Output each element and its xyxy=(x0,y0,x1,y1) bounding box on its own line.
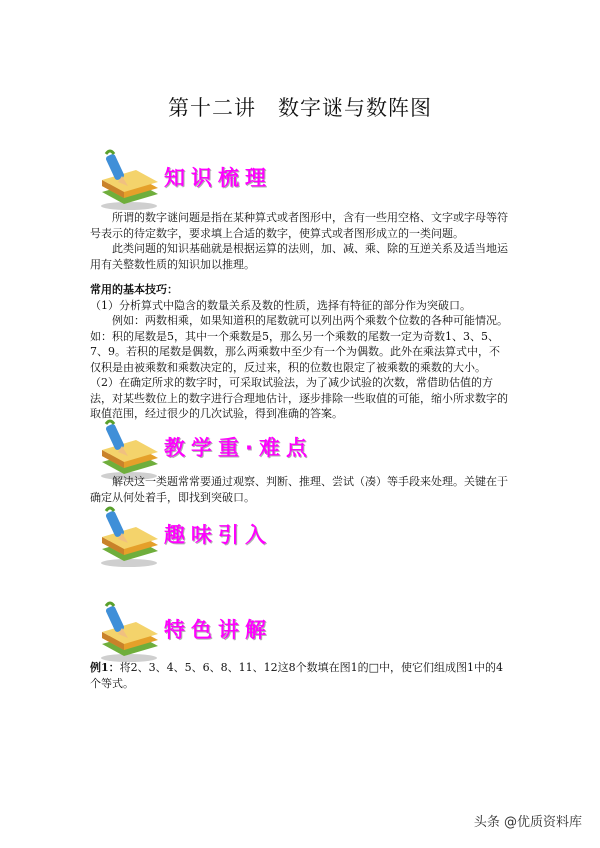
book-pencil-icon xyxy=(96,505,162,569)
techniques-heading: 常用的基本技巧： xyxy=(90,283,178,296)
page-title: 第十二讲 数字谜与数阵图 xyxy=(168,96,432,120)
knowledge-body xyxy=(90,210,510,272)
section-header-key-points xyxy=(96,418,516,482)
example-label: 例1： xyxy=(90,661,120,674)
technique-example: 例如：两数相乘，如果知道积的尾数就可以列出两个乘数个位数的各种可能情况。如：积的尾数是5，其中一个乘数是5，那么另一个乘数的尾数一定为奇数1、3、5、7、9。若积的尾数是偶数，那么两乘数中至少有一个为偶数。此外在乘法算式中，不仅积是由被乘数和乘数决定的，反过来，积的位数也限定了被乘数的乘数的大小。 xyxy=(90,314,508,374)
book-pencil-icon xyxy=(96,148,162,212)
watermark: 头条 @优质资料库 xyxy=(473,815,582,830)
example-text: 将2、3、4、5、6、8、11、12这8个数填在图1的□中，使它们组成图1中的4个等式。 xyxy=(90,661,504,690)
knowledge-paragraph-1: 所谓的数字谜问题是指在某种算式或者图形中，含有一些用空格、文字或字母等符号表示的待定数字，要求填上合适的数字，使算式或者图形成立的一类问题。 xyxy=(90,211,508,240)
technique-item-1: （1）分析算式中隐含的数量关系及数的性质，选择有特征的部分作为突破口。 xyxy=(90,298,471,312)
section-title-special: 特色讲解 xyxy=(164,618,272,642)
section-title-intro: 趣味引入 xyxy=(164,523,272,547)
section-title-knowledge: 知识梳理 xyxy=(164,166,272,190)
example-1 xyxy=(90,660,510,691)
book-pencil-icon xyxy=(96,418,162,482)
techniques-block xyxy=(90,282,510,422)
book-pencil-icon xyxy=(96,600,162,664)
technique-item-2: （2）在确定所求的数字时，可采取试验法，为了减少试验的次数，常借助估值的方法，对某些数位上的数字进行合理地估计，逐步排除一些取值的可能，缩小所求数字的取值范围，经过很少的几次试验，得到准确的答案。 xyxy=(90,376,508,420)
section-header-intro xyxy=(96,505,516,569)
key-points-text: 解决这一类题常常要通过观察、判断、推理、尝试（凑）等手段来处理。关键在于确定从何处着手，即找到突破口。 xyxy=(90,475,508,504)
section-header-knowledge xyxy=(96,148,516,212)
knowledge-paragraph-2: 此类问题的知识基础就是根据运算的法则，加、减、乘、除的互逆关系及适当地运用有关整数性质的知识加以推理。 xyxy=(90,242,508,271)
section-title-key-points: 教学重·难点 xyxy=(164,436,313,460)
section-header-special xyxy=(96,600,516,664)
